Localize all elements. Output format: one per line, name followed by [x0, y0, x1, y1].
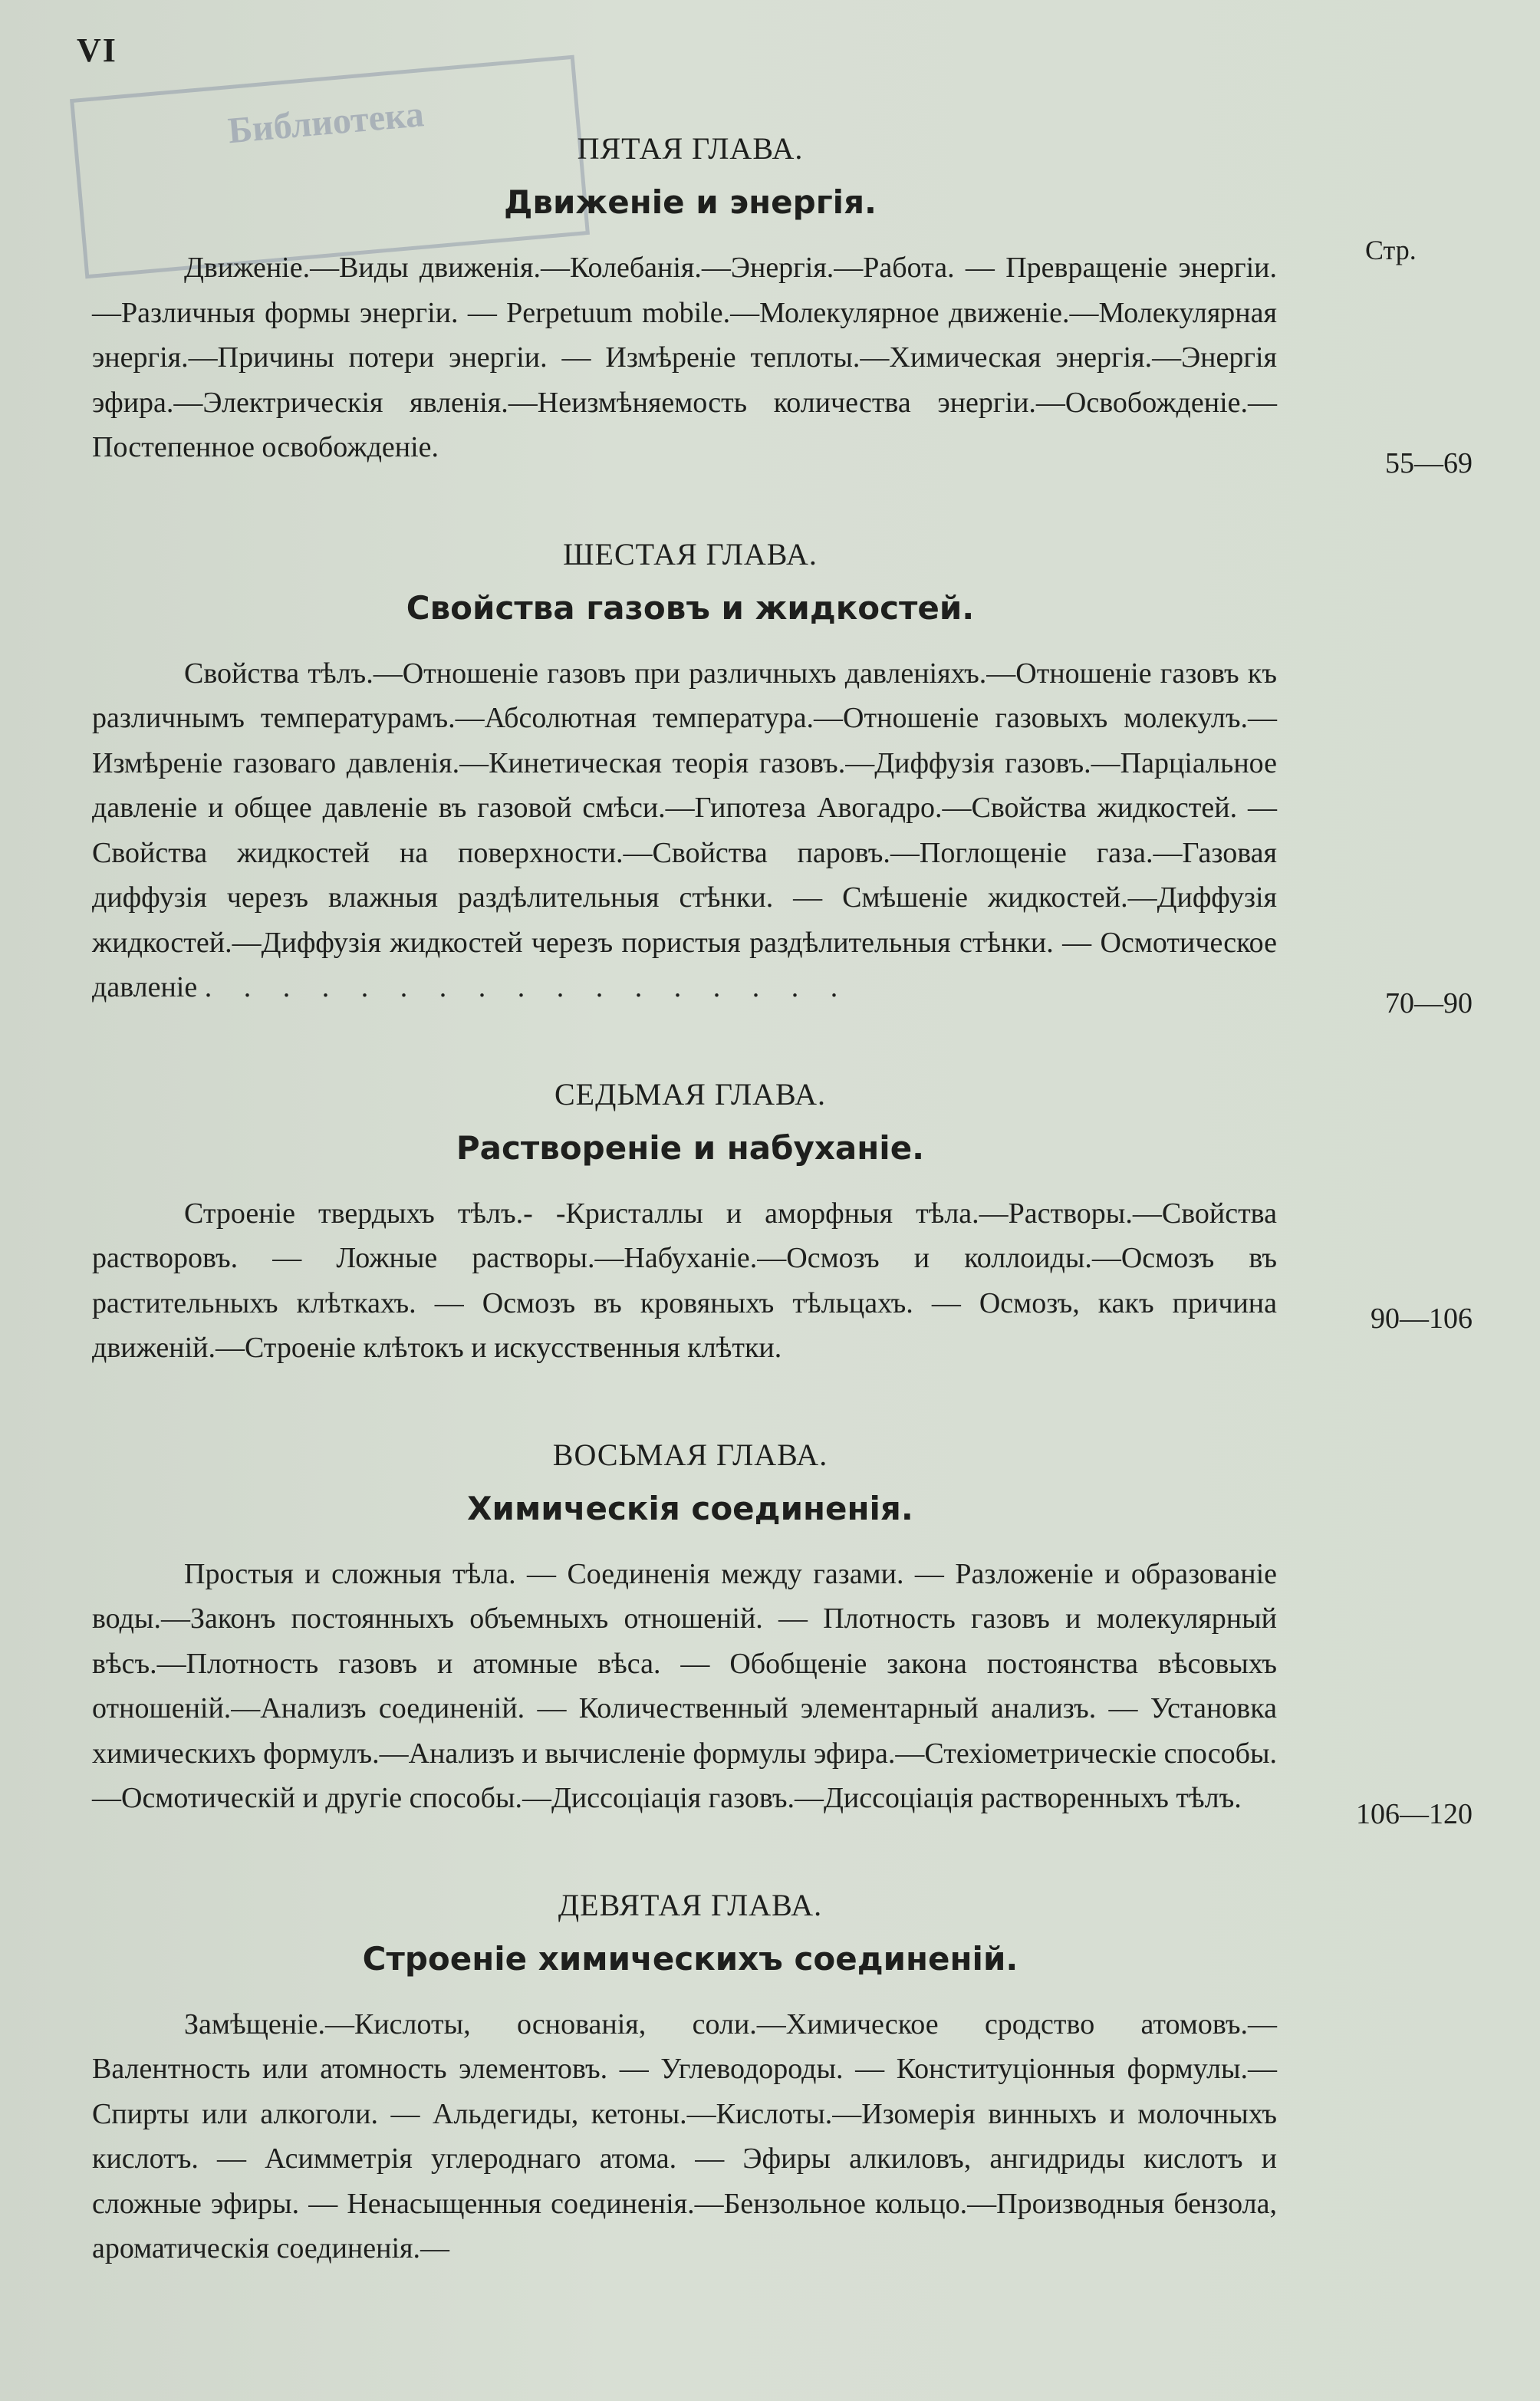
- dot-leader: . . . . . . . . . . . . . . . . .: [204, 971, 851, 1003]
- chapter-title: Химическія соединенія.: [467, 1489, 913, 1527]
- chapter-title: Движеніе и энергія.: [504, 183, 877, 221]
- chapter-contents: Простыя и сложныя тѣла. — Соединенія между газами. — Разложеніе и образованіе воды.—Законъ постоянныхъ объемныхъ отношеній. — Плотность газовъ и молекулярный вѣсъ.—Плотность газовъ и атомные вѣса. — Обобщеніе закона постоянства вѣсовыхъ отношеній.—Анализъ соединеній. — Количественный элементарный анализъ. — Установка химическихъ формулъ.—Анализъ и вычисленіе формулы эфира.—Стехіометрическіе способы.—Осмотическій и другіе способы.—Диссоціація газовъ.—Диссоціація растворенныхъ тѣлъ.: [92, 1557, 1277, 1814]
- library-stamp: Библиотека: [70, 55, 590, 279]
- page-number: VI: [77, 31, 117, 69]
- chapter-contents: Движеніе.—Виды движенія.—Колебанія.—Энергія.—Работа. — Превращеніе энергіи.—Различныя формы энергіи. — Perpetuum mobile.—Молекулярное движеніе.—Молекулярная энергія.—Причины потери энергіи. — Измѣреніе теплоты.—Химическая энергія.—Энергія эфира.—Электрическія явленія.—Неизмѣняемость количества энергіи.—Освобожденіе.—Постепенное освобожденіе.: [92, 252, 1277, 463]
- page-range: 106—120: [1356, 1797, 1473, 1830]
- chapter-number: ДЕВЯТАЯ ГЛАВА.: [558, 1887, 823, 1922]
- chapter-section: [92, 130, 1473, 479]
- chapter-section: [92, 1437, 1473, 1830]
- chapter-title: Свойства газовъ и жидкостей.: [406, 588, 975, 627]
- chapter-number: ВОСЬМАЯ ГЛАВА.: [552, 1437, 828, 1472]
- chapter-number: ШЕСТАЯ ГЛАВА.: [563, 536, 818, 571]
- chapter-section: [92, 1076, 1473, 1371]
- chapter-number: СЕДЬМАЯ ГЛАВА.: [554, 1076, 827, 1112]
- chapter-title: Раствореніе и набуханіе.: [456, 1128, 925, 1167]
- page-range: 70—90: [1385, 986, 1473, 1019]
- chapter-contents: [92, 651, 1277, 1010]
- page-range: 90—106: [1371, 1302, 1473, 1335]
- chapter-contents: Строеніе твердыхъ тѣлъ.- -Кристаллы и аморфныя тѣла.—Растворы.—Свойства растворовъ. — Ложные растворы.—Набуханіе.—Осмозъ и коллоиды.—Осмозъ въ растительныхъ клѣткахъ. — Осмозъ въ кровяныхъ тѣльцахъ. — Осмозъ, какъ причина движеній.—Строеніе клѣтокъ и искусственныя клѣтки.: [92, 1197, 1277, 1364]
- table-of-contents: [92, 130, 1473, 2271]
- page-range: 55—69: [1385, 447, 1473, 479]
- chapter-section: [92, 1887, 1473, 2271]
- chapter-number: ПЯТАЯ ГЛАВА.: [577, 131, 804, 166]
- chapter-section: [92, 536, 1473, 1019]
- chapter-contents-text: Свойства тѣлъ.—Отношеніе газовъ при различныхъ давленіяхъ.—Отношеніе газовъ къ различнымъ температурамъ.—Абсолютная температура.—Отношеніе газовыхъ молекулъ.—Измѣреніе газоваго давленія.—Кинетическая теорія газовъ.—Диффузія газовъ.—Парціальное давленіе и общее давленіе въ газовой смѣси.—Гипотеза Авогадро.—Свойства жидкостей. — Свойства жидкостей на поверхности.—Свойства паровъ.—Поглощеніе газа.—Газовая диффузія черезъ влажныя раздѣлительныя стѣнки. — Смѣшеніе жидкостей.—Диффузія жидкостей.—Диффузія жидкостей черезъ пористыя раздѣлительныя стѣнки. — Осмотическое давленіе: [92, 657, 1277, 1003]
- chapter-contents: Замѣщеніе.—Кислоты, основанія, соли.—Химическое сродство атомовъ.—Валентность или атомность элементовъ. — Углеводороды. — Конституціонныя формулы.—Спирты или алкоголи. — Альдегиды, кетоны.—Кислоты.—Изомерія винныхъ и молочныхъ кислотъ. — Асимметрія углероднаго атома. — Эфиры алкиловъ, ангидриды кислотъ и сложные эфиры. — Ненасыщенныя соединенія.—Бензольное кольцо.—Производныя бензола, ароматическія соединенія.—: [92, 2007, 1277, 2264]
- page-column-label: Стр.: [1365, 235, 1417, 265]
- chapter-title: Строеніе химическихъ соединеній.: [362, 1939, 1018, 1978]
